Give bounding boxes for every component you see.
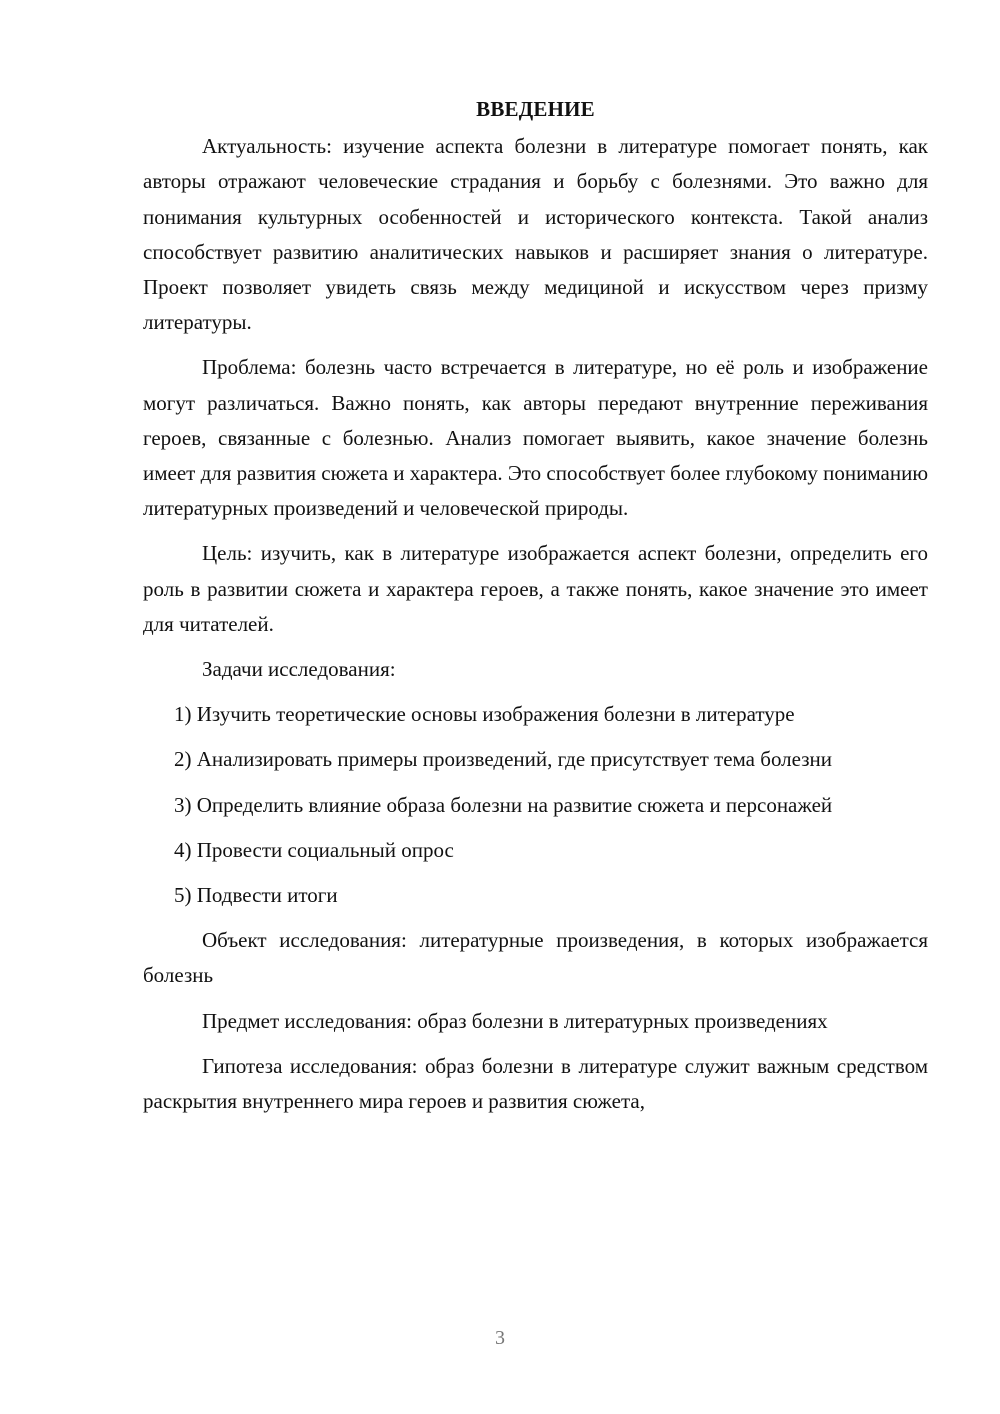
list-item: 4) Провести социальный опрос (174, 837, 454, 862)
relevance-paragraph: Актуальность: изучение аспекта болезни в литературе помогает понять, как авторы отражают человеческие страдания и борьбу с болезнями. Это важно для понимания культурных особенностей и исторического контекста. Такой анализ способствует развитию аналитических навыков и расширяет знания о литературе. Проект позволяет увидеть связь между медициной и искусством через призму литературы. (143, 134, 928, 335)
page-number: 3 (495, 1327, 505, 1349)
page-title: ВВЕДЕНИЕ (476, 97, 595, 121)
list-item: 5) Подвести итоги (174, 883, 338, 908)
document-page (143, 92, 928, 1129)
list-item: 3) Определить влияние образа болезни на развитие сюжета и персонажей (174, 792, 833, 817)
list-item: 1) Изучить теоретические основы изображения болезни в литературе (174, 702, 795, 727)
subject-paragraph: Предмет исследования: образ болезни в литературных произведениях (202, 1008, 828, 1033)
tasks-list (143, 697, 928, 913)
goal-paragraph: Цель: изучить, как в литературе изображается аспект болезни, определить его роль в развитии сюжета и характера героев, а также понять, какое значение это имеет для читателей. (143, 541, 928, 636)
list-item: 2) Анализировать примеры произведений, где присутствует тема болезни (174, 747, 832, 772)
object-paragraph: Объект исследования: литературные произведения, в которых изображается болезнь (143, 928, 928, 988)
problem-paragraph: Проблема: болезнь часто встречается в литературе, но её роль и изображение могут различаться. Важно понять, как авторы передают внутренние переживания героев, связанные с болезнью. Анализ помогает выявить, какое значение болезнь имеет для развития сюжета и характера. Это способствует более глубокому пониманию литературных произведений и человеческой природы. (143, 355, 929, 521)
tasks-title: Задачи исследования: (202, 657, 396, 682)
hypothesis-paragraph: Гипотеза исследования: образ болезни в литературе служит важным средством раскрытия внутреннего мира героев и развития сюжета, (143, 1053, 928, 1114)
